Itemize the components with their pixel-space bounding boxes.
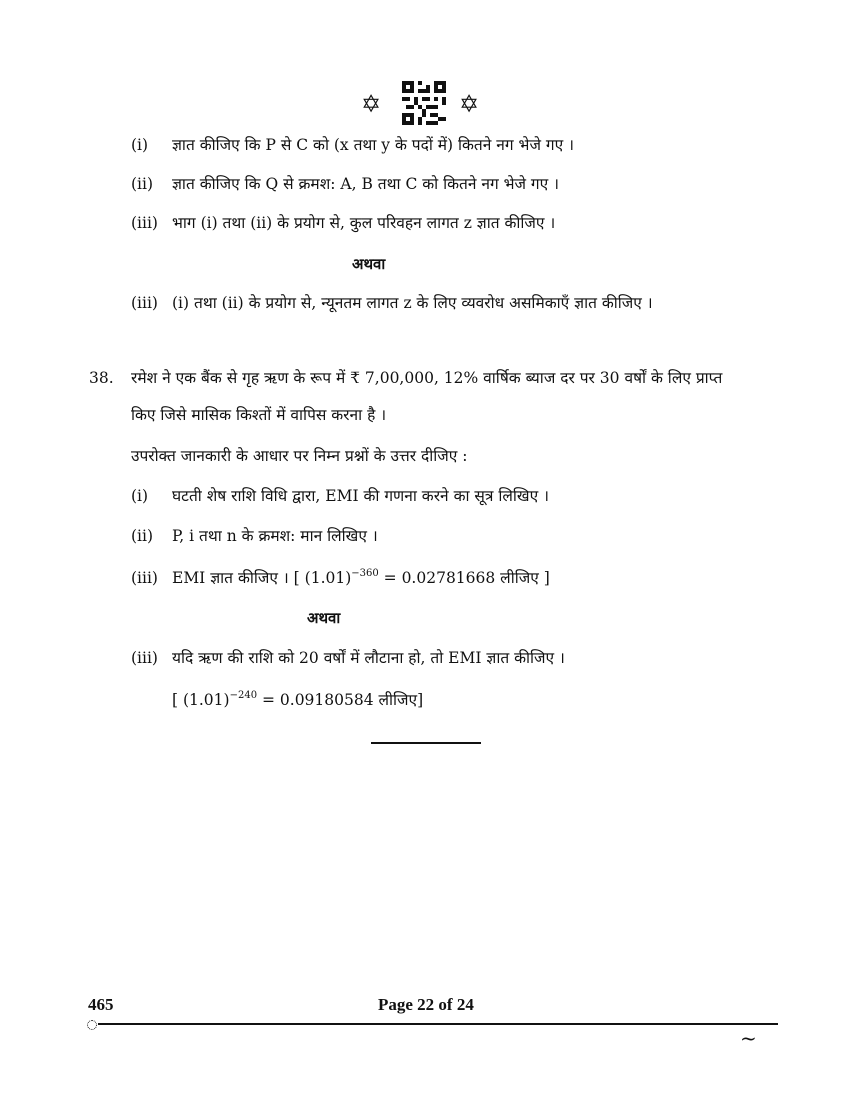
part-text: भाग (i) तथा (ii) के प्रयोग से, कुल परिवहन लागत z ज्ञात कीजिए । (172, 214, 556, 232)
part-label: (iii) (131, 649, 158, 667)
part-text: ज्ञात कीजिए कि Q से क्रमश: A, B तथा C को कितने नग भेजे गए । (172, 175, 560, 193)
part-label: (ii) (131, 527, 154, 545)
end-divider (371, 742, 481, 744)
hint-text (172, 690, 423, 710)
star-right-icon: ✡ (459, 90, 480, 118)
q37-or-heading: अथवा (352, 255, 386, 273)
part-label: (iii) (131, 569, 158, 587)
hint-exponent: −240 (229, 690, 258, 701)
part-text: यदि ऋण की राशि को 20 वर्षों में लौटाना हो, तो EMI ज्ञात कीजिए । (172, 649, 565, 667)
part-text: ज्ञात कीजिए कि P से C को (x तथा y के पदों में) कितने नग भेजे गए । (172, 136, 574, 154)
part-label: (ii) (131, 175, 154, 193)
hint-before: [ (1.01) (172, 691, 230, 709)
footer-rule (98, 1023, 778, 1025)
part-label: (iii) (131, 294, 158, 312)
q38-intro-line2: किए जिसे मासिक किश्तों में वापिस करना है । (131, 406, 387, 424)
text-after: = 0.02781668 लीजिए ] (378, 569, 550, 587)
text-before: EMI ज्ञात कीजिए । [ (1.01) (172, 569, 352, 587)
hint-after: = 0.09180584 लीजिए] (257, 691, 424, 709)
exponent: −360 (351, 568, 379, 579)
part-label: (iii) (131, 214, 158, 232)
q38-or-heading: अथवा (307, 609, 341, 627)
footer-ornament-icon (87, 1020, 97, 1030)
q38-number: 38. (89, 369, 114, 387)
footer-mark: ~ (740, 1026, 757, 1050)
part-text: घटती शेष राशि विधि द्वारा, EMI की गणना करने का सूत्र लिखिए । (172, 487, 549, 505)
q38-instruction: उपरोक्त जानकारी के आधार पर निम्न प्रश्नों के उत्तर दीजिए : (131, 447, 468, 465)
part-text: P, i तथा n के क्रमश: मान लिखिए । (172, 527, 378, 545)
footer-code: 465 (88, 995, 114, 1014)
part-label: (i) (131, 136, 149, 154)
q38-intro-line1: रमेश ने एक बैंक से गृह ऋण के रूप में ₹ 7,00,000, 12% वार्षिक ब्याज दर पर 30 वर्षों के लिए प्राप्त (131, 369, 723, 387)
part-text: (i) तथा (ii) के प्रयोग से, न्यूनतम लागत z के लिए व्यवरोध असमिकाएँ ज्ञात कीजिए । (172, 294, 653, 312)
part-text (172, 568, 550, 588)
star-left-icon: ✡ (361, 90, 382, 118)
footer-page-number: Page 22 of 24 (378, 995, 474, 1014)
qr-code (402, 81, 446, 125)
part-label: (i) (131, 487, 149, 505)
